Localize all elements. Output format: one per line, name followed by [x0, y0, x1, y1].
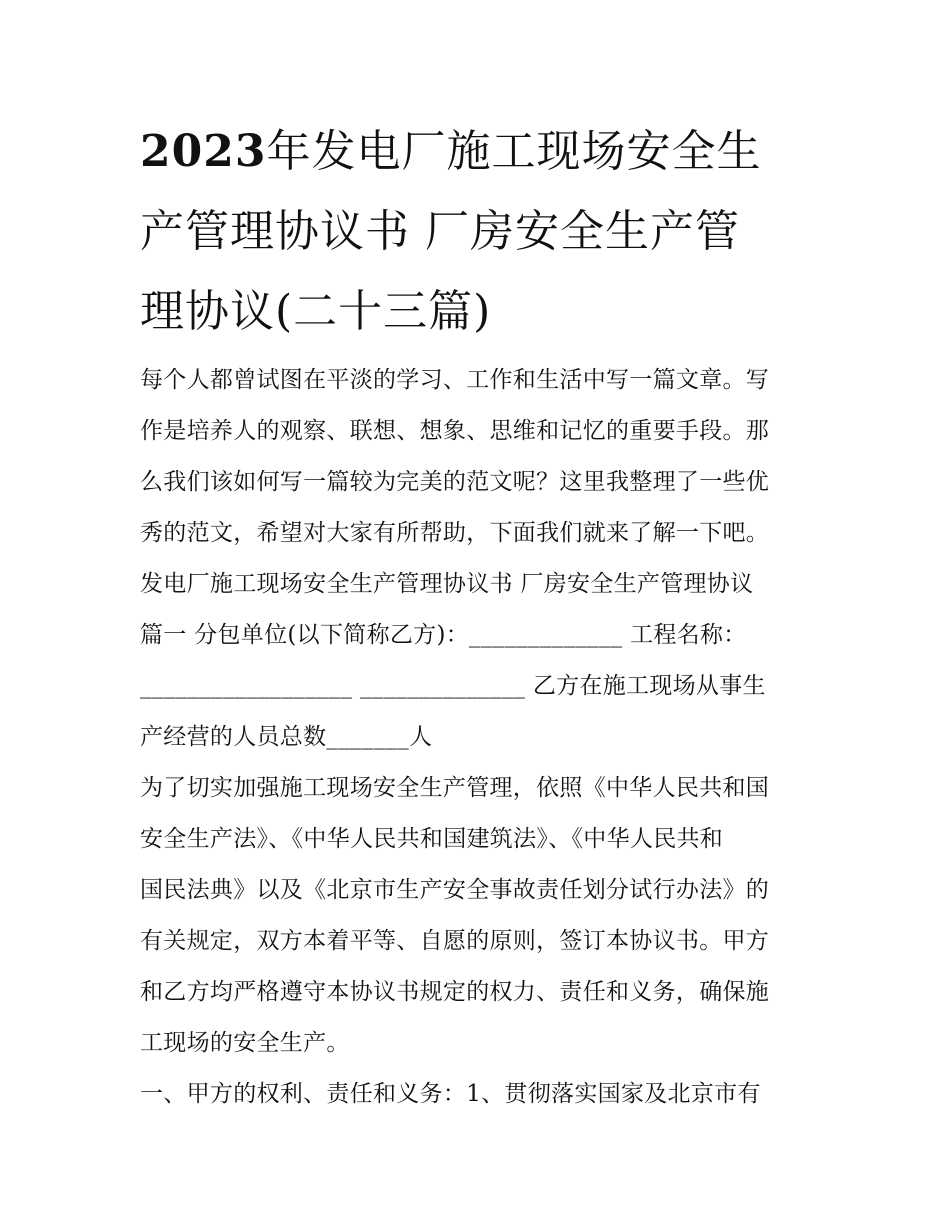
body-line: 秀的范文，希望对大家有所帮助，下面我们就来了解一下吧。: [140, 520, 770, 546]
title-line-3: 理协议(二十三篇): [140, 286, 492, 337]
document-title: [140, 112, 820, 352]
body-line: 么我们该如何写一篇较为完美的范文呢？这里我整理了一些优: [140, 469, 770, 495]
body-line: 一、甲方的权利、责任和义务：1、贯彻落实国家及北京市有: [140, 1081, 761, 1107]
document-body: [140, 355, 820, 1120]
body-line: 发电厂施工现场安全生产管理协议书 厂房安全生产管理协议: [140, 571, 754, 597]
body-line: 和乙方均严格遵守本协议书规定的权力、责任和义务，确保施: [140, 979, 770, 1005]
body-line: 国民法典》以及《北京市生产安全事故责任划分试行办法》的: [140, 877, 770, 903]
body-line: __________________ ______________ 乙方在施工现场从事生: [140, 673, 766, 699]
body-line: 篇一 分包单位(以下简称乙方)：_____________ 工程名称：: [140, 622, 747, 648]
body-line: 作是培养人的观察、联想、想象、思维和记忆的重要手段。那: [140, 418, 770, 444]
body-line: 每个人都曾试图在平淡的学习、工作和生活中写一篇文章。写: [140, 367, 770, 393]
body-line: 有关规定，双方本着平等、自愿的原则，签订本协议书。甲方: [140, 928, 770, 954]
title-year: 2023: [140, 126, 267, 177]
title-line-2: 产管理协议书 厂房安全生产管: [140, 206, 740, 257]
body-line: 产经营的人员总数_______人: [140, 724, 433, 750]
body-line: 安全生产法》、《中华人民共和国建筑法》、《中华人民共和: [140, 826, 724, 852]
body-line: 为了切实加强施工现场安全生产管理，依照《中华人民共和国: [140, 775, 770, 801]
title-line-1-rest: 年发电厂施工现场安全生: [266, 126, 762, 177]
title-line-1: [140, 112, 820, 192]
body-line: 工现场的安全生产。: [140, 1030, 350, 1056]
